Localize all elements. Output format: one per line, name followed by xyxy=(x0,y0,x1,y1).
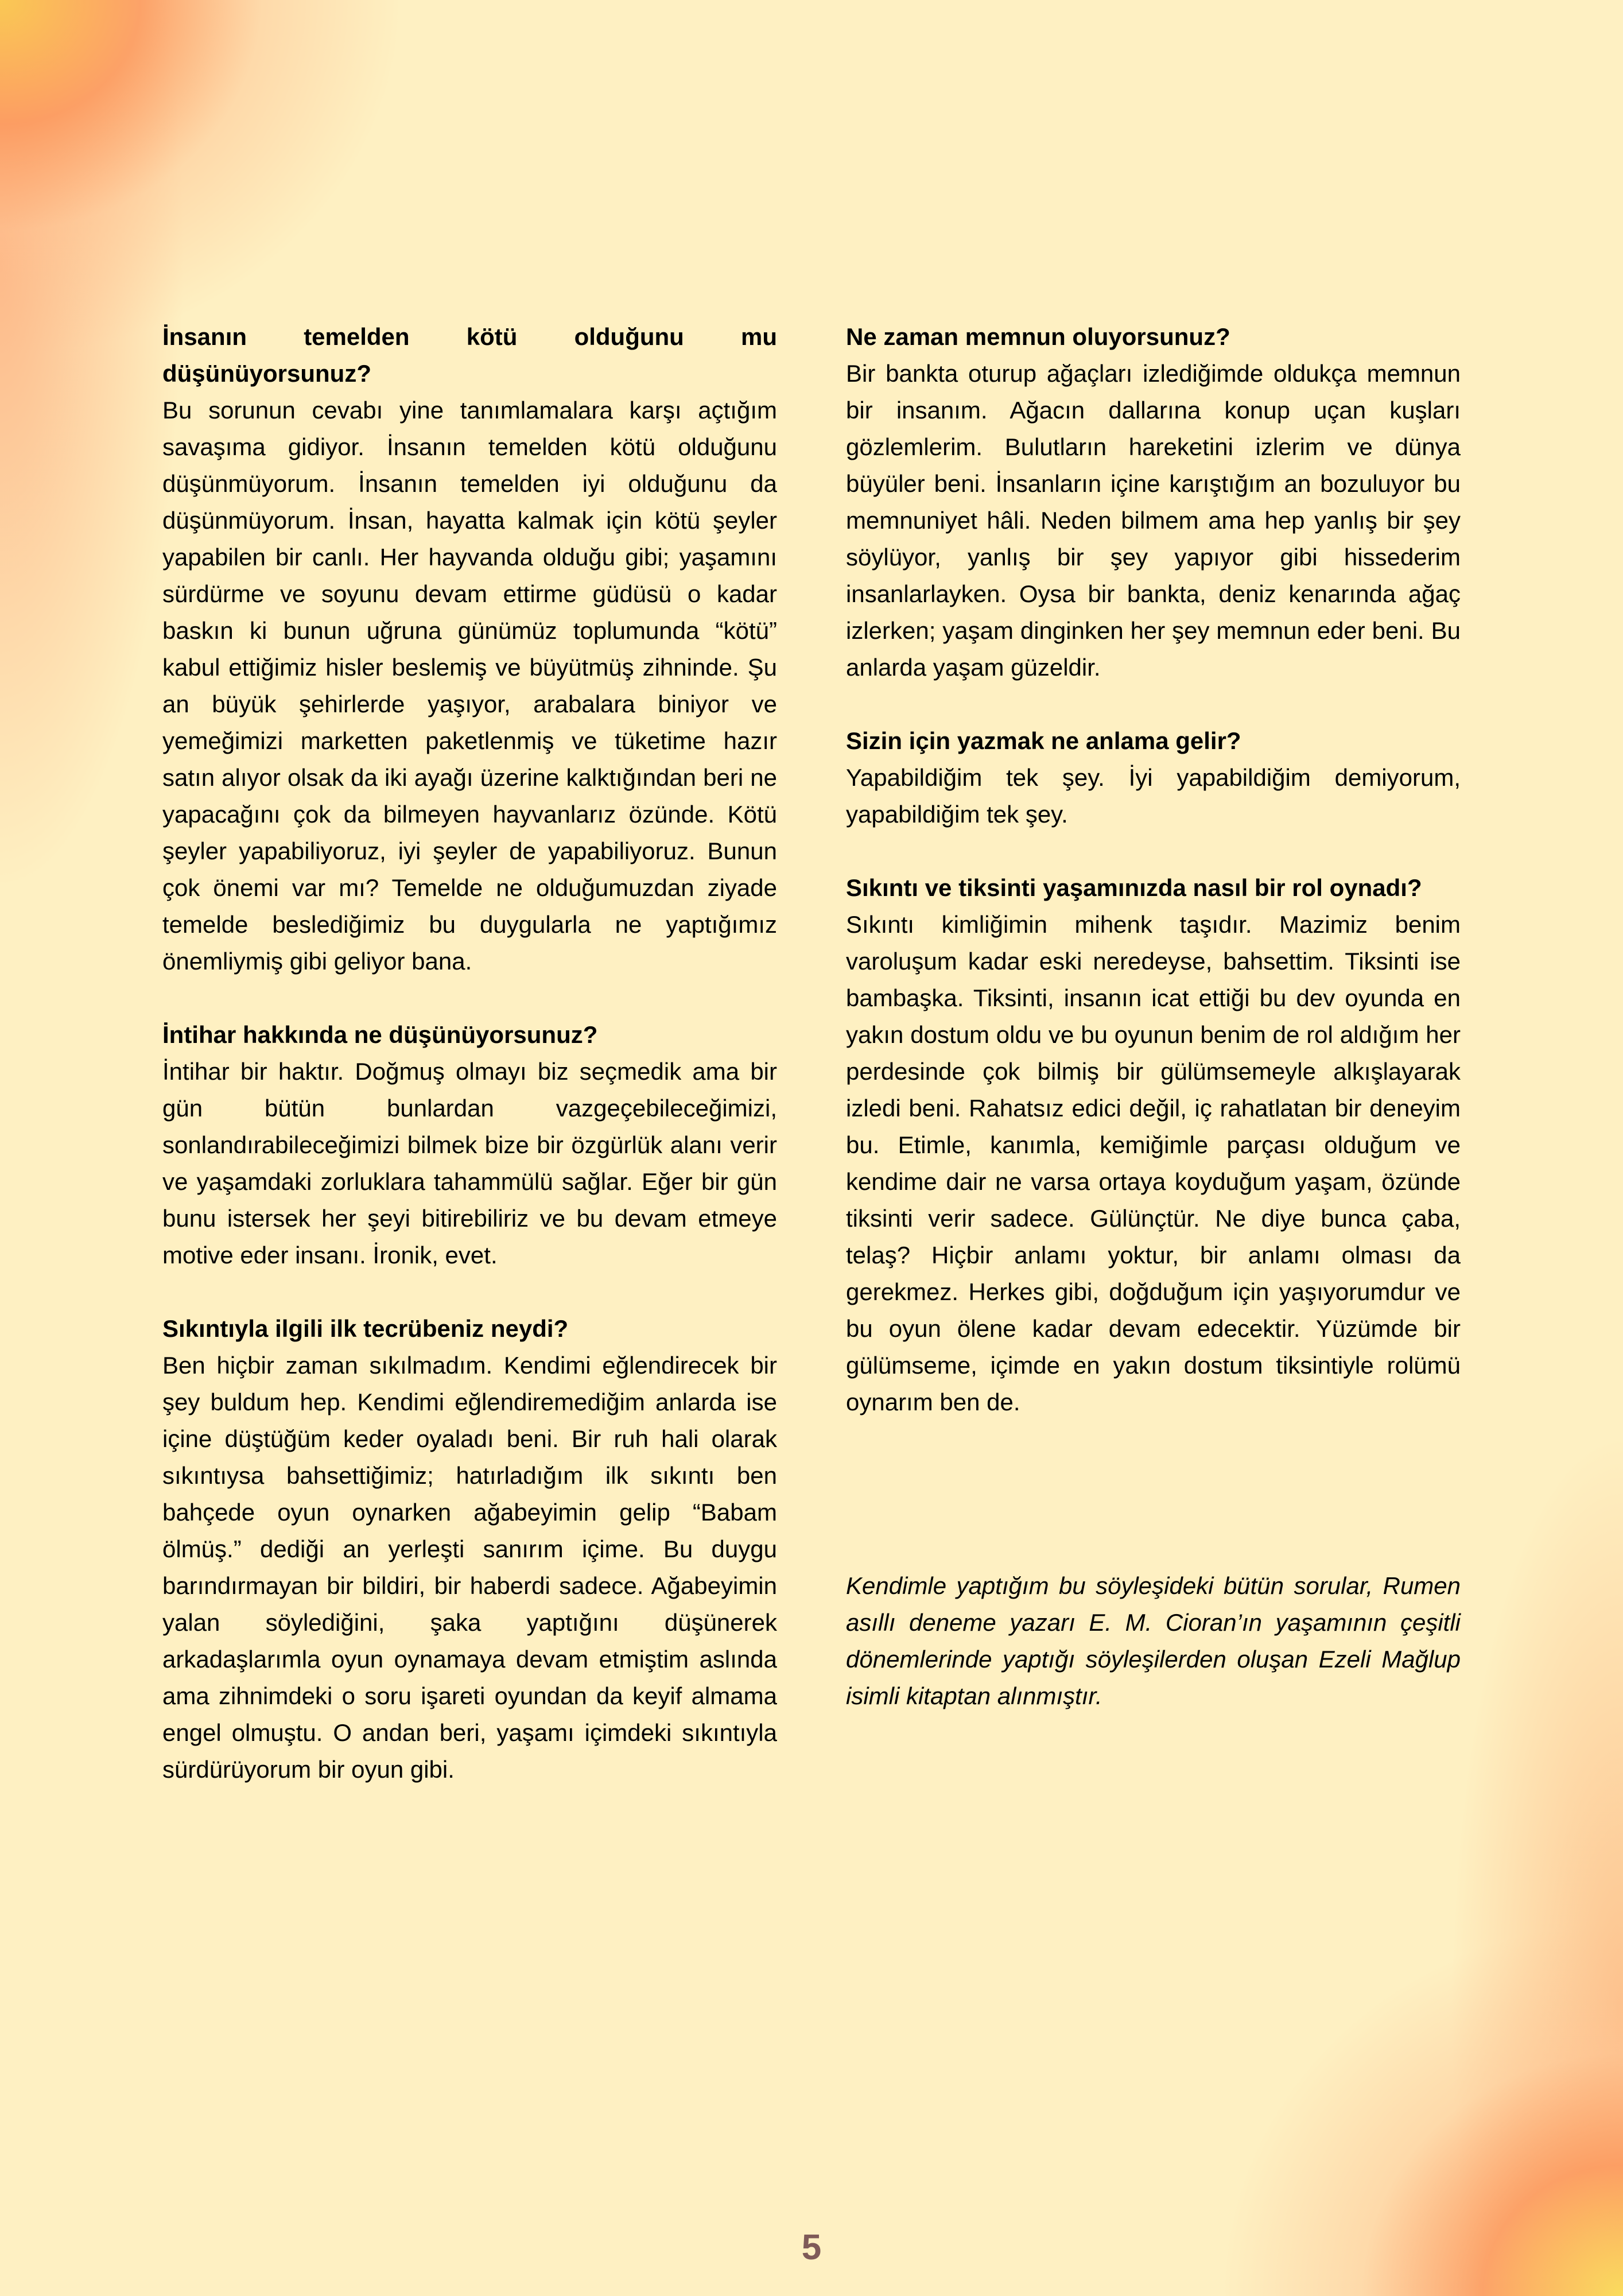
interview-section xyxy=(846,870,1461,1421)
question-heading: İnsanın temelden kötü olduğunu mu düşünüyorsunuz? xyxy=(162,323,777,387)
interview-section xyxy=(846,319,1461,686)
page-number: 5 xyxy=(801,2228,822,2267)
source-note: Kendimle yaptığım bu söyleşideki bütün sorular, Rumen asıllı deneme yazarı E. M. Cioran’ın yaşamının çeşitli dönemlerinde yaptığı söyleşilerden oluşan Ezeli Mağlup isimli kitaptan alınmıştır. xyxy=(846,1572,1461,1709)
left-column xyxy=(162,319,777,1825)
answer-paragraph: Bu sorunun cevabı yine tanımlamalara karşı açtığım savaşıma gidiyor. İnsanın temelden kötü olduğunu düşünmüyorum. İnsanın temelden iyi olduğunu da düşünmüyorum. İnsan, hayatta kalmak için kötü şeyler yapabilen bir canlı. Her hayvanda olduğu gibi; yaşamını sürdürme ve soyunu devam ettirme güdüsü o kadar baskın ki bunun uğruna günümüz toplumunda “kötü” kabul ettiğimiz hisler beslemiş ve büyütmüş zihninde. Şu an büyük şehirlerde yaşıyor, arabalara biniyor ve yemeğimizi marketten paketlenmiş ve tüketime hazır satın alıyor olsak da iki ayağı üzerine kalktığından beri ne yapacağını çok da bilmeyen hayvanlarız özünde. Kötü şeyler yapabiliyoruz, iyi şeyler de yapabiliyoruz. Bunun çok önemi var mı? Temelde ne olduğumuzdan ziyade temelde beslediğimiz bu duygularla ne yaptığımız önemliymiş gibi geliyor bana. xyxy=(162,397,777,975)
answer-paragraph: Ben hiçbir zaman sıkılmadım. Kendimi eğlendirecek bir şey buldum hep. Kendimi eğlendiremediğim anlarda ise içine düştüğüm keder oyaladı beni. Bir ruh hali olarak sıkıntıysa bahsettiğimiz; hatırladığım ilk sıkıntı ben bahçede oyun oynarken ağabeyimin gelip “Babam ölmüş.” dediği an yerleşti sanırım içime. Bu duygu barındırmayan bir bildiri, bir haberdi sadece. Ağabeyimin yalan söylediğini, şaka yaptığını düşünerek arkadaşlarımla oyun oynamaya devam etmiştim aslında ama zihnimdeki o soru işareti oyundan da keyif almama engel olmuştu. O andan beri, yaşamı içimdeki sıkıntıyla sürdürüyorum bir oyun gibi. xyxy=(162,1352,777,1783)
answer-paragraph: İntihar bir haktır. Doğmuş olmayı biz seçmedik ama bir gün bütün bunlardan vazgeçebileceğimizi, sonlandırabileceğimizi bilmek bize bir özgürlük alanı verir ve yaşamdaki zorluklara tahammülü sağlar. Eğer bir gün bunu istersek her şeyi bitirebiliriz ve bu devam etmeye motive eder insanı. İronik, evet. xyxy=(162,1058,777,1269)
right-column xyxy=(846,319,1461,1715)
interview-section xyxy=(162,1017,777,1274)
question-heading: Sıkıntı ve tiksinti yaşamınızda nasıl bir rol oynadı? xyxy=(846,874,1422,901)
interview-section xyxy=(846,723,1461,833)
question-heading: Sıkıntıyla ilgili ilk tecrübeniz neydi? xyxy=(162,1315,569,1342)
question-heading: Ne zaman memnun oluyorsunuz? xyxy=(846,323,1230,350)
question-heading: Sizin için yazmak ne anlama gelir? xyxy=(846,727,1241,754)
interview-section xyxy=(162,1310,777,1788)
answer-paragraph: Yapabildiğim tek şey. İyi yapabildiğim demiyorum, yapabildiğim tek şey. xyxy=(846,764,1461,828)
question-heading: İntihar hakkında ne düşünüyorsunuz? xyxy=(162,1021,598,1048)
answer-paragraph: Bir bankta oturup ağaçları izlediğimde oldukça memnun bir insanım. Ağacın dallarına konup uçan kuşları gözlemlerim. Bulutların hareketini izlerim ve dünya büyüler beni. İnsanların içine karıştığım an bozuluyor bu memnuniyet hâli. Neden bilmem ama hep yanlış bir şey söylüyor, yanlış bir şey yapıyor gibi hissederim insanlarlayken. Oysa bir bankta, deniz kenarında ağaç izlerken; yaşam dinginken her şey memnun eder beni. Bu anlarda yaşam güzeldir. xyxy=(846,360,1461,681)
answer-paragraph: Sıkıntı kimliğimin mihenk taşıdır. Mazimiz benim varoluşum kadar eski neredeyse, bahsettim. Tiksinti ise bambaşka. Tiksinti, insanın icat ettiği bu dev oyunda en yakın dostum oldu ve bu oyunun benim de rol aldığım her perdesinde çok bilmiş bir gülümsemeyle alkışlayarak izledi beni. Rahatsız edici değil, iç rahatlatan bir deneyim bu. Etimle, kanımla, kemiğimle parçası olduğum ve kendime dair ne varsa ortaya koyduğum yaşam, özünde tiksinti verir sadece. Gülünçtür. Ne diye bunca çaba, telaş? Hiçbir anlamı yoktur, bir anlamı olması da gerekmez. Herkes gibi, doğduğum için yaşıyorumdur ve bu oyun ölene kadar devam edecektir. Yüzümde bir gülümseme, içimde en yakın dostum tiksintiyle rolümü oynarım ben de. xyxy=(846,911,1461,1415)
interview-section xyxy=(162,319,777,980)
